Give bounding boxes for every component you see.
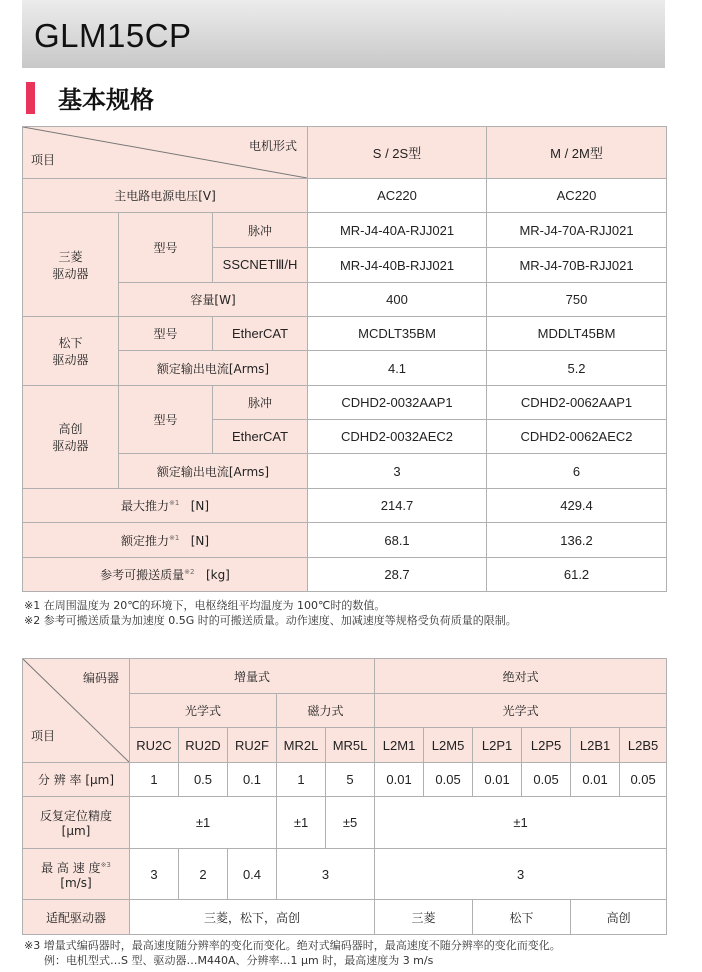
mitsubishi-sscnet-label: SSCNETⅢ/H <box>213 248 308 283</box>
resolution-value: 1 <box>277 763 326 797</box>
main-voltage-s: AC220 <box>308 179 487 213</box>
encoder-corner-cell <box>23 659 130 763</box>
max-thrust-label: 最大推力$^{※1}$ [N] <box>23 489 308 523</box>
repeat-optical: ±1 <box>130 797 277 849</box>
gaochuang-pulse-s: CDHD2-0032AAP1 <box>308 386 487 420</box>
spec-corner-cell <box>23 127 308 179</box>
panasonic-ethercat-m: MDDLT45BM <box>487 317 667 351</box>
footnote-1: ※1 在周围温度为 20℃的环境下，电枢绕组平均温度为 100℃时的数值。 <box>24 599 386 612</box>
section-marker <box>26 82 35 114</box>
model-l2p5: L2P5 <box>522 728 571 763</box>
corner-encoder: 编码器 <box>82 671 119 685</box>
mitsubishi-sscnet-s: MR-J4-40B-RJJ021 <box>308 248 487 283</box>
model-l2b5: L2B5 <box>620 728 667 763</box>
mitsubishi-group: 三菱 驱动器 <box>23 213 119 317</box>
rated-thrust-label: 额定推力$^{※1}$ [N] <box>23 523 308 558</box>
model-l2b1: L2B1 <box>571 728 620 763</box>
repeat-mr5l: ±5 <box>326 797 375 849</box>
gaochuang-ethercat-label: EtherCAT <box>213 420 308 454</box>
gaochuang-pulse-m: CDHD2-0062AAP1 <box>487 386 667 420</box>
speed-magnetic: 3 <box>277 849 375 900</box>
speed-ru2d: 2 <box>179 849 228 900</box>
panasonic-ethercat-s: MCDLT35BM <box>308 317 487 351</box>
resolution-value: 0.01 <box>473 763 522 797</box>
repeat-accuracy-label: 反复定位精度 [μm] <box>23 797 130 849</box>
model-ru2d: RU2D <box>179 728 228 763</box>
mitsubishi-sscnet-m: MR-J4-70B-RJJ021 <box>487 248 667 283</box>
header-optical: 光学式 <box>130 694 277 728</box>
spec-table <box>22 126 667 592</box>
resolution-value: 0.05 <box>522 763 571 797</box>
resolution-value: 0.05 <box>424 763 473 797</box>
speed-ru2f: 0.4 <box>228 849 277 900</box>
header-absolute: 绝对式 <box>375 659 667 694</box>
resolution-label: 分 辨 率 [μm] <box>23 763 130 797</box>
repeat-absolute: ±1 <box>375 797 667 849</box>
model-mr5l: MR5L <box>326 728 375 763</box>
model-l2m5: L2M5 <box>424 728 473 763</box>
rated-thrust-m: 136.2 <box>487 523 667 558</box>
resolution-value: 1 <box>130 763 179 797</box>
gaochuang-ethercat-m: CDHD2-0062AEC2 <box>487 420 667 454</box>
mitsubishi-capacity-label: 容量[W] <box>119 283 308 317</box>
header-incremental: 增量式 <box>130 659 375 694</box>
page-title: GLM15CP <box>34 17 192 54</box>
panasonic-current-label: 额定输出电流[Arms] <box>119 351 308 386</box>
driver-panasonic: 松下 <box>473 900 571 935</box>
driver-mitsubishi: 三菱 <box>375 900 473 935</box>
mitsubishi-model-label: 型号 <box>119 213 213 283</box>
speed-absolute: 3 <box>375 849 667 900</box>
panasonic-ethercat-label: EtherCAT <box>213 317 308 351</box>
model-ru2f: RU2F <box>228 728 277 763</box>
repeat-mr2l: ±1 <box>277 797 326 849</box>
main-voltage-m: AC220 <box>487 179 667 213</box>
resolution-value: 0.1 <box>228 763 277 797</box>
footnote-2: ※2 参考可搬送质量为加速度 0.5G 时的可搬送质量。动作速度、加减速度等规格受负荷质量的限制。 <box>24 614 517 627</box>
rated-thrust-s: 68.1 <box>308 523 487 558</box>
gaochuang-current-label: 额定输出电流[Arms] <box>119 454 308 489</box>
header-optical-abs: 光学式 <box>375 694 667 728</box>
mitsubishi-capacity-s: 400 <box>308 283 487 317</box>
driver-incremental: 三菱，松下，高创 <box>130 900 375 935</box>
model-l2m1: L2M1 <box>375 728 424 763</box>
model-mr2l: MR2L <box>277 728 326 763</box>
footnote-example: 例：电机型式…S 型、驱动器…M440A、分辨率…1 μm 时，最高速度为 3 m/s <box>44 954 434 967</box>
gaochuang-current-s: 3 <box>308 454 487 489</box>
mitsubishi-pulse-m: MR-J4-70A-RJJ021 <box>487 213 667 248</box>
payload-label: 参考可搬送质量$^{※2}$ [kg] <box>23 558 308 592</box>
header-magnetic: 磁力式 <box>277 694 375 728</box>
col-header-m: M / 2M型 <box>487 127 667 179</box>
gaochuang-group: 高创 驱动器 <box>23 386 119 489</box>
panasonic-group: 松下 驱动器 <box>23 317 119 386</box>
payload-m: 61.2 <box>487 558 667 592</box>
mitsubishi-pulse-label: 脉冲 <box>213 213 308 248</box>
section-title: 基本规格 <box>58 86 154 114</box>
driver-label: 适配驱动器 <box>23 900 130 935</box>
main-voltage-label: 主电路电源电压[V] <box>23 179 308 213</box>
gaochuang-pulse-label: 脉冲 <box>213 386 308 420</box>
corner-item: 项目 <box>31 153 56 167</box>
driver-gaochuang: 高创 <box>571 900 667 935</box>
panasonic-current-s: 4.1 <box>308 351 487 386</box>
resolution-value: 0.01 <box>375 763 424 797</box>
resolution-value: 0.01 <box>571 763 620 797</box>
corner-motor-type: 电机形式 <box>249 139 298 153</box>
title-bar <box>22 0 665 68</box>
model-l2p1: L2P1 <box>473 728 522 763</box>
gaochuang-ethercat-s: CDHD2-0032AEC2 <box>308 420 487 454</box>
resolution-value: 0.5 <box>179 763 228 797</box>
max-speed-label: 最 高 速 度$^{※3}$ [m/s] <box>23 849 130 900</box>
gaochuang-model-label: 型号 <box>119 386 213 454</box>
gaochuang-current-m: 6 <box>487 454 667 489</box>
panasonic-model-label: 型号 <box>119 317 213 351</box>
panasonic-current-m: 5.2 <box>487 351 667 386</box>
mitsubishi-capacity-m: 750 <box>487 283 667 317</box>
model-ru2c: RU2C <box>130 728 179 763</box>
resolution-value: 5 <box>326 763 375 797</box>
speed-ru2c: 3 <box>130 849 179 900</box>
footnote-3: ※3 增量式编码器时，最高速度随分辨率的变化而变化。绝对式编码器时，最高速度不随分辨率的变化而变化。 <box>24 939 561 952</box>
max-thrust-m: 429.4 <box>487 489 667 523</box>
col-header-s: S / 2S型 <box>308 127 487 179</box>
payload-s: 28.7 <box>308 558 487 592</box>
corner-item: 项目 <box>31 729 56 743</box>
resolution-value: 0.05 <box>620 763 667 797</box>
max-thrust-s: 214.7 <box>308 489 487 523</box>
encoder-table <box>22 658 667 935</box>
mitsubishi-pulse-s: MR-J4-40A-RJJ021 <box>308 213 487 248</box>
